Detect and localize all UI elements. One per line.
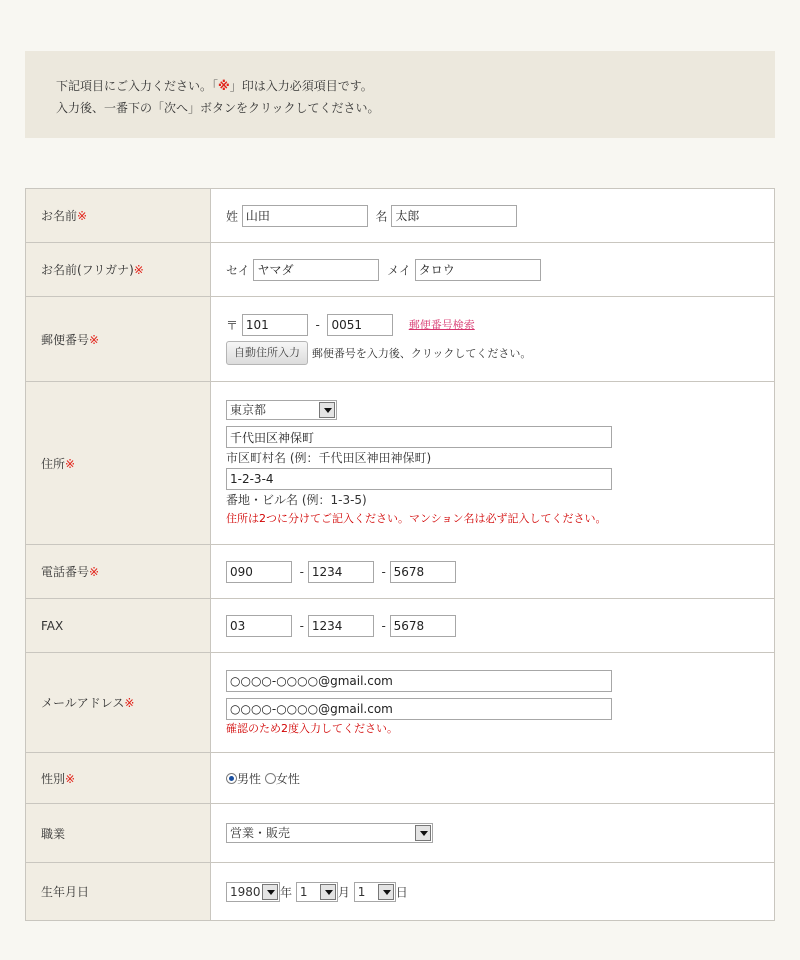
fax-3-input[interactable]	[390, 615, 456, 637]
birth-day-select[interactable]: 1	[354, 882, 396, 902]
row-postal: 郵便番号※ 〒 101 - 0051 郵便番号検索 自動住所入力 郵便番号を入力後、クリックしてください。	[26, 297, 775, 382]
instructions-box	[25, 51, 775, 138]
row-email	[26, 653, 775, 753]
row-fax: FAX 03 - 1234 - 5678	[26, 599, 775, 653]
mei-label: 名	[375, 209, 388, 223]
sei-input[interactable]	[242, 205, 368, 227]
registration-form	[25, 188, 775, 921]
fax-2-input[interactable]	[308, 615, 374, 637]
day-unit: 日	[395, 885, 408, 899]
instructions-line-1: 下記項目にご入力ください。「※」印は入力必須項目です。	[56, 79, 373, 93]
label-furigana: お名前(フリガナ)※	[26, 243, 211, 297]
chevron-down-icon	[319, 402, 335, 418]
row-occupation	[26, 804, 775, 863]
instructions-line-2: 入力後、一番下の「次へ」ボタンをクリックしてください。	[56, 101, 380, 115]
label-email: メールアドレス※	[26, 653, 211, 753]
sei-label: 姓	[226, 209, 239, 223]
gender-male-label: 男性	[237, 771, 262, 786]
row-address	[26, 382, 775, 545]
occupation-select[interactable]: 営業・販売	[226, 823, 433, 843]
mei-input[interactable]	[391, 205, 517, 227]
label-occupation: 職業	[26, 804, 211, 863]
postal-code-1-input[interactable]	[242, 314, 308, 336]
label-address: 住所※	[26, 382, 211, 545]
sei-kana-input[interactable]	[253, 259, 379, 281]
mei-kana-input[interactable]	[415, 259, 541, 281]
row-name	[26, 189, 775, 243]
email-note: 確認のため2度入力してください。	[226, 721, 398, 735]
row-phone: 電話番号※ 090 - 1234 - 5678	[26, 545, 775, 599]
address-note: 住所は2つに分けてご記入ください。マンション名は必ず記入してください。	[226, 512, 607, 525]
birth-month-select[interactable]: 1	[296, 882, 338, 902]
label-birthdate: 生年月日	[26, 863, 211, 921]
email-input[interactable]	[226, 670, 612, 692]
phone-1-input[interactable]	[226, 561, 292, 583]
chevron-down-icon	[262, 884, 278, 900]
city-input[interactable]	[226, 426, 612, 448]
auto-address-hint: 郵便番号を入力後、クリックしてください。	[311, 346, 532, 360]
fax-1-input[interactable]	[226, 615, 292, 637]
gender-male-radio[interactable]	[226, 773, 237, 784]
street-hint: 番地・ビル名 (例：1-3-5)	[226, 493, 367, 507]
row-birthdate	[26, 863, 775, 921]
label-phone: 電話番号※	[26, 545, 211, 599]
postal-search-link[interactable]: 郵便番号検索	[408, 318, 475, 331]
label-name: お名前※	[26, 189, 211, 243]
city-hint: 市区町村名 (例：千代田区神田神保町)	[226, 451, 432, 465]
label-postal: 郵便番号※	[26, 297, 211, 382]
label-fax: FAX	[26, 599, 211, 653]
chevron-down-icon	[320, 884, 336, 900]
gender-female-radio[interactable]	[265, 773, 276, 784]
required-mark: ※	[218, 79, 230, 93]
year-unit: 年	[280, 885, 293, 899]
sei-kana-label: セイ	[226, 263, 250, 277]
postal-mark: 〒	[226, 318, 239, 332]
phone-3-input[interactable]	[390, 561, 456, 583]
gender-female-label: 女性	[275, 771, 300, 786]
row-gender	[26, 753, 775, 804]
mei-kana-label: メイ	[387, 263, 411, 277]
label-gender: 性別※	[26, 753, 211, 804]
email-confirm-input[interactable]	[226, 698, 612, 720]
chevron-down-icon	[378, 884, 394, 900]
phone-2-input[interactable]	[308, 561, 374, 583]
prefecture-select[interactable]: 東京都	[226, 400, 337, 420]
month-unit: 月	[337, 885, 350, 899]
row-furigana	[26, 243, 775, 297]
auto-address-button[interactable]: 自動住所入力	[226, 341, 308, 365]
birth-year-select[interactable]: 1980	[226, 882, 280, 902]
postal-code-2-input[interactable]	[327, 314, 393, 336]
chevron-down-icon	[415, 825, 431, 841]
street-input[interactable]	[226, 468, 612, 490]
